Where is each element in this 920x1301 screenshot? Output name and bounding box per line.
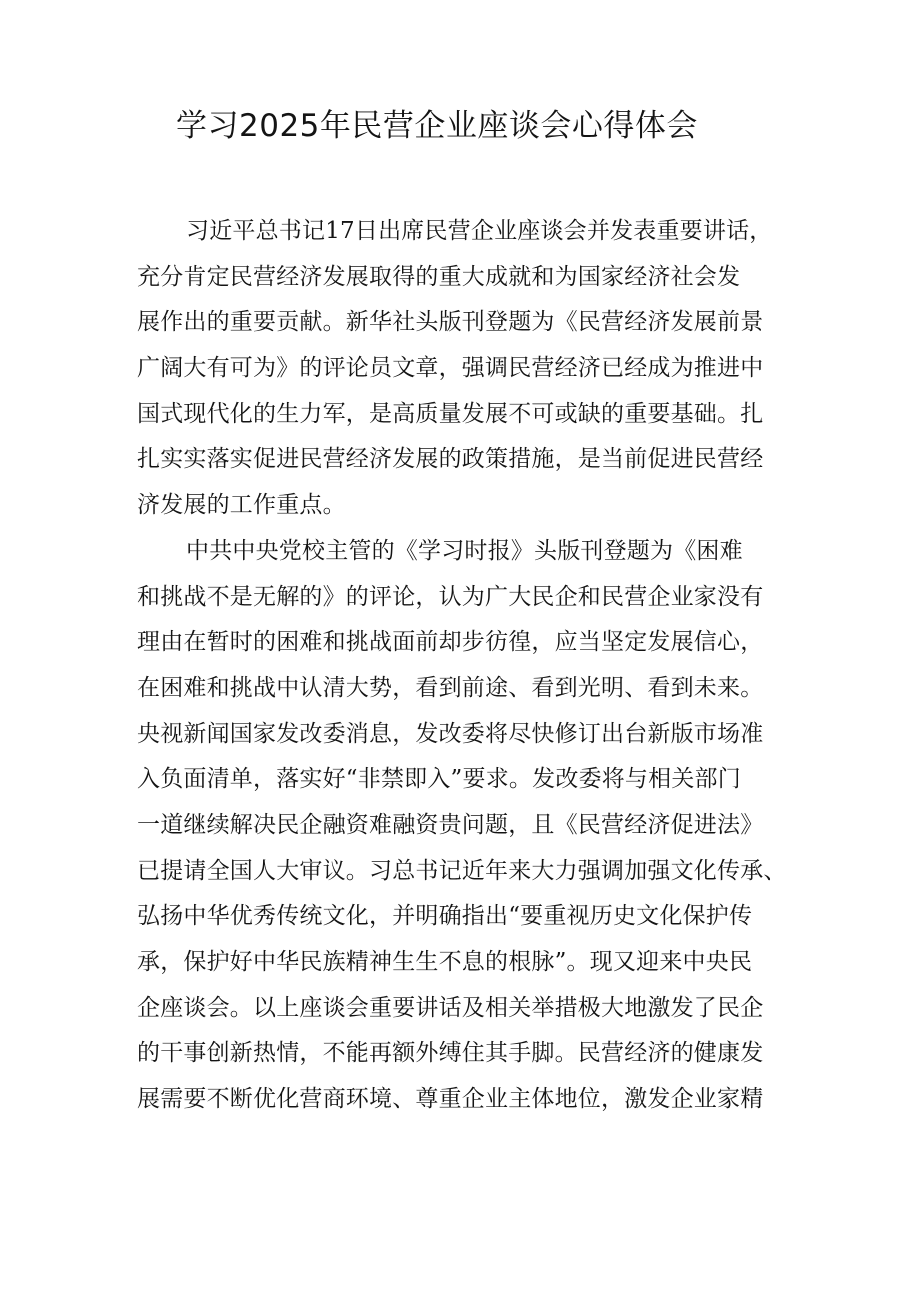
paragraph-line: 承，保护好中华民族精神生生不息的根脉”。现又迎来中央民	[137, 949, 753, 975]
paragraph-line: 展需要不断优化营商环境、尊重企业主体地位，激发企业家精	[137, 1086, 764, 1113]
paragraph-line: 国式现代化的生力军，是高质量发展不可或缺的重要基础。扎	[137, 400, 764, 427]
paragraph-line: 广阔大有可为》的评论员文章，强调民营经济已经成为推进中	[137, 355, 764, 382]
paragraph-line: 习近平总书记17日出席民营企业座谈会并发表重要讲话，	[186, 218, 773, 244]
paragraph-line: 已提请全国人大审议。习总书记近年来大力强调加强文化传承、	[137, 857, 787, 884]
paragraph-line: 理由在暂时的困难和挑战面前却步彷徨，应当坚定发展信心，	[137, 629, 764, 656]
document-body	[137, 209, 797, 1123]
paragraph-line: 一道继续解决民企融资难融资贵问题，且《民营经济促进法》	[137, 811, 764, 838]
paragraph-line: 的干事创新热情，不能再额外缚住其手脚。民营经济的健康发	[137, 1040, 764, 1067]
paragraph-line: 弘扬中华优秀传统文化，并明确指出“要重视历史文化保护传	[137, 903, 753, 930]
paragraph-line: 企座谈会。以上座谈会重要讲话及相关举措极大地激发了民企	[137, 994, 764, 1021]
paragraph-line: 展作出的重要贡献。新华社头版刊登题为《民营经济发展前景	[137, 309, 764, 336]
document-title: 学习2025年民营企业座谈会心得体会	[176, 108, 698, 144]
paragraph-line: 充分肯定民营经济发展取得的重大成就和为国家经济社会发	[137, 263, 741, 290]
paragraph-line: 济发展的工作重点。	[137, 492, 346, 519]
paragraph-line: 中共中央党校主管的《学习时报》头版刊登题为《困难	[186, 537, 743, 564]
paragraph-2	[137, 529, 797, 1123]
paragraph-line: 入负面清单，落实好“非禁即入”要求。发改委将与相关部门	[137, 766, 741, 793]
paragraph-line: 和挑战不是无解的》的评论，认为广大民企和民营企业家没有	[137, 583, 764, 610]
paragraph-line: 扎实实落实促进民营经济发展的政策措施，是当前促进民营经	[137, 446, 764, 473]
paragraph-line: 央视新闻国家发改委消息，发改委将尽快修订出台新版市场准	[137, 720, 764, 747]
paragraph-1	[137, 209, 797, 529]
paragraph-line: 在困难和挑战中认清大势，看到前途、看到光明、看到未来。	[137, 674, 764, 701]
